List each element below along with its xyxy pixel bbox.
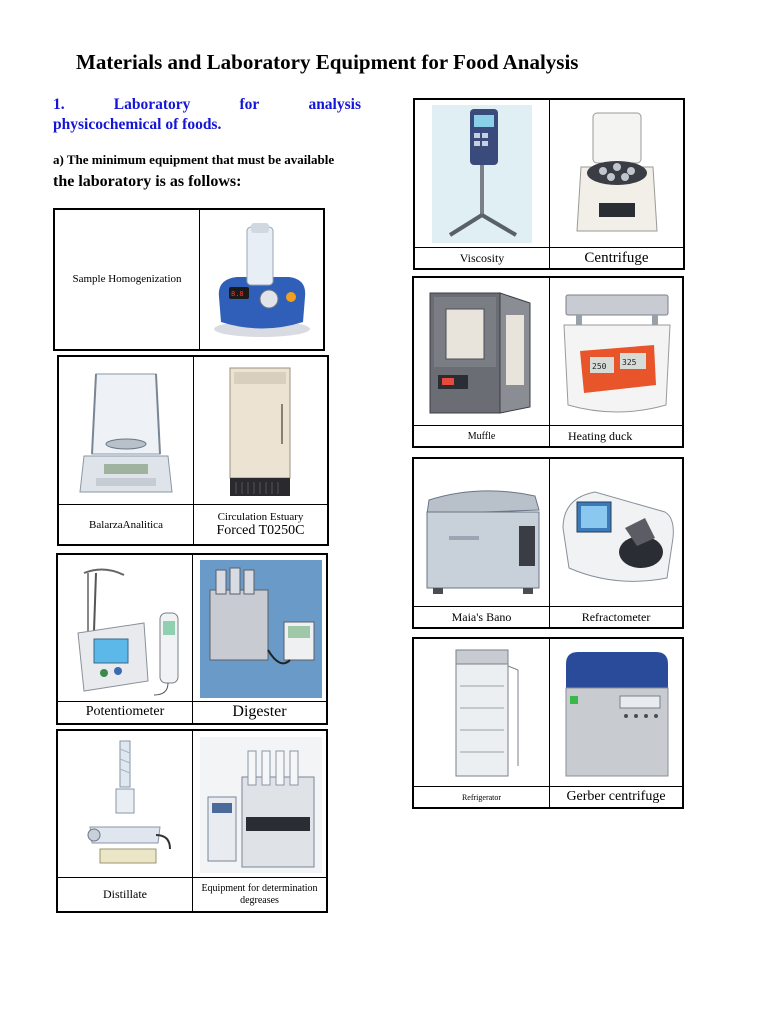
potentiometer-icon bbox=[62, 559, 188, 698]
document-title: Materials and Laboratory Equipment for Food Analysis bbox=[76, 50, 579, 74]
label-estuary bbox=[194, 506, 327, 544]
svg-text:250: 250 bbox=[592, 361, 607, 371]
balance-icon bbox=[63, 361, 189, 501]
table-bath-refractometer bbox=[412, 457, 684, 629]
label-gerber: Gerber centrifuge bbox=[566, 789, 666, 805]
section-word-laboratory: Laboratory bbox=[113, 96, 191, 113]
table-potentiometer-digester bbox=[56, 553, 328, 725]
centrifuge-icon bbox=[551, 104, 683, 244]
label-fat-line1: Equipment for determination bbox=[201, 883, 318, 894]
digester-icon bbox=[196, 559, 326, 698]
section-heading-line2: physicochemical of foods. bbox=[53, 116, 222, 133]
section-word-analysis: analysis bbox=[308, 96, 361, 113]
fat-extractor-icon bbox=[196, 735, 326, 874]
label-viscosity: Viscosity bbox=[459, 250, 505, 265]
svg-text:325: 325 bbox=[622, 357, 637, 367]
label-maias-bano: Maia's Bano bbox=[451, 609, 512, 624]
label-estuary-line2: Forced T0250C bbox=[216, 523, 305, 539]
section-number: 1. bbox=[53, 96, 65, 113]
label-fat-determination bbox=[193, 878, 326, 911]
homogenizer-icon bbox=[201, 212, 323, 347]
label-estuary-line1: Circulation Estuary bbox=[217, 510, 304, 523]
table-balance-estuary bbox=[57, 355, 329, 546]
label-centrifuge: Centrifuge bbox=[584, 249, 649, 266]
table-viscosity-centrifuge bbox=[413, 98, 685, 270]
label-homogenization: Sample Homogenization bbox=[72, 273, 182, 286]
label-digester: Digester bbox=[232, 703, 287, 721]
label-distillate: Distillate bbox=[103, 886, 147, 901]
table-distillate-fat bbox=[56, 729, 328, 913]
table-homogenization bbox=[53, 208, 325, 351]
svg-text:8.8: 8.8 bbox=[231, 290, 244, 298]
oven-icon bbox=[195, 361, 325, 501]
label-muffle: Muffle bbox=[467, 430, 496, 442]
subheading-continuation: the laboratory is as follows: bbox=[53, 173, 242, 190]
refractometer-icon bbox=[552, 463, 682, 603]
label-potentiometer: Potentiometer bbox=[85, 704, 165, 720]
label-balance: BalarzaAnalitica bbox=[89, 518, 163, 531]
table-muffle-heating bbox=[412, 276, 684, 448]
hotplate-icon bbox=[552, 282, 682, 422]
table-refrigerator-gerber bbox=[412, 637, 684, 809]
subheading: a) The minimum equipment that must be available bbox=[53, 152, 335, 167]
label-refractometer: Refractometer bbox=[581, 609, 651, 624]
muffle-icon bbox=[418, 282, 546, 422]
label-fat-line2: degreases bbox=[240, 894, 279, 906]
distiller-icon bbox=[62, 735, 188, 874]
gerber-centrifuge-icon bbox=[552, 643, 682, 783]
label-heating-duck: Heating duck bbox=[568, 428, 633, 443]
viscometer-icon bbox=[419, 104, 545, 244]
water-bath-icon bbox=[418, 463, 546, 603]
label-refrigerator: Refrigerator bbox=[461, 792, 502, 802]
section-heading bbox=[53, 95, 361, 135]
section-word-for: for bbox=[239, 96, 260, 113]
refrigerator-icon bbox=[418, 643, 546, 783]
